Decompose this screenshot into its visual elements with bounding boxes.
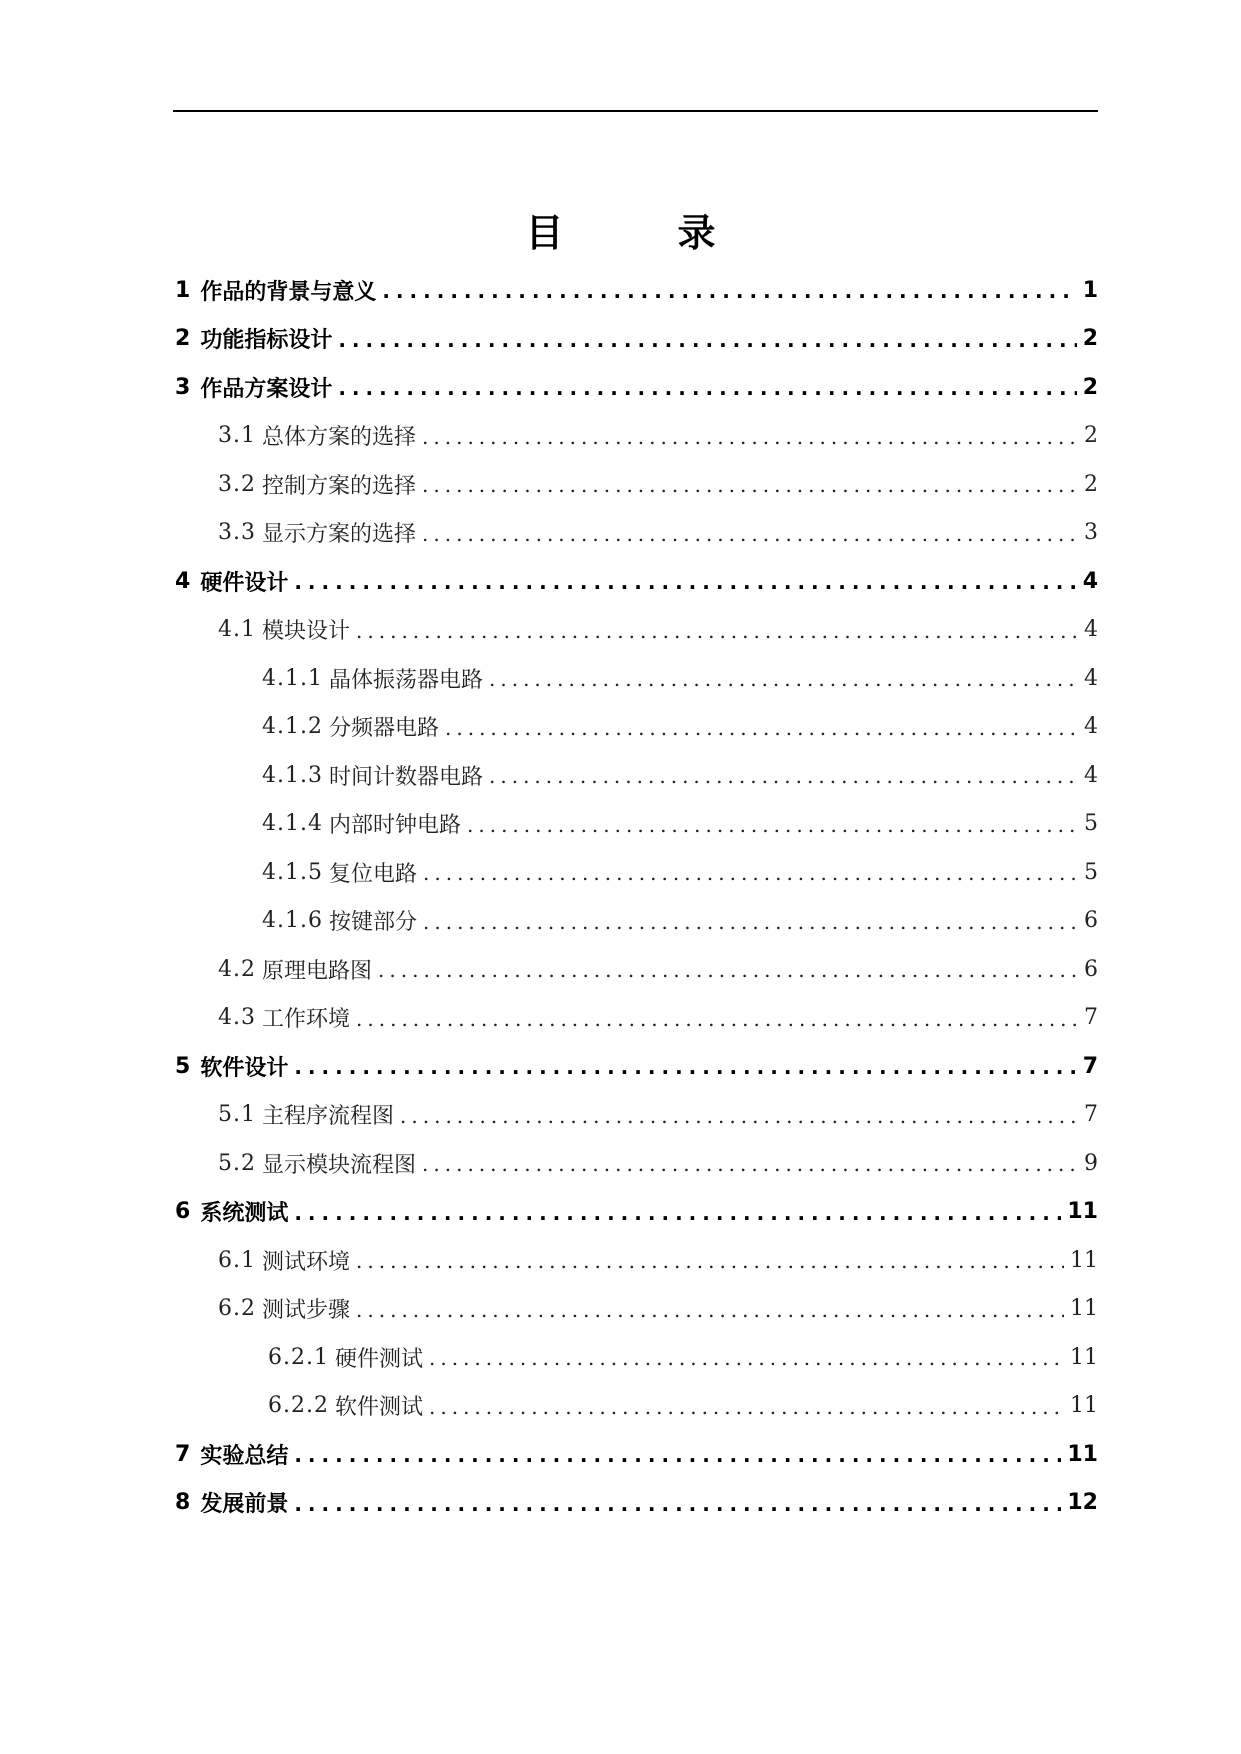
toc-entry[interactable] bbox=[0, 509, 1241, 558]
entry-title: 时间计数器电路 bbox=[328, 764, 483, 790]
toc-entry[interactable] bbox=[0, 751, 1241, 800]
dot-leader bbox=[356, 619, 1078, 643]
dot-leader bbox=[489, 764, 1078, 788]
entry-title: 测试环境 bbox=[262, 1249, 351, 1275]
header-rule bbox=[173, 110, 1098, 112]
entry-page-number: 7 bbox=[1084, 1102, 1098, 1128]
entry-page-number: 4 bbox=[1082, 568, 1098, 594]
dot-leader bbox=[423, 861, 1078, 885]
entry-title: 显示方案的选择 bbox=[262, 522, 417, 548]
toc-entry[interactable] bbox=[0, 1382, 1241, 1431]
entry-page-number: 2 bbox=[1084, 471, 1098, 497]
dot-leader bbox=[378, 958, 1078, 982]
entry-number: 4.1.4 bbox=[262, 811, 323, 837]
toc-entry[interactable] bbox=[0, 897, 1241, 946]
entry-title: 发展前景 bbox=[200, 1492, 289, 1518]
dot-leader bbox=[294, 1055, 1076, 1079]
entry-title: 晶体振荡器电路 bbox=[328, 667, 483, 693]
entry-number: 6.2.2 bbox=[268, 1393, 329, 1419]
dot-leader bbox=[356, 1007, 1078, 1031]
entry-page-number: 2 bbox=[1082, 374, 1098, 400]
entry-title: 实验总结 bbox=[200, 1443, 289, 1469]
entry-page-number: 11 bbox=[1070, 1393, 1098, 1419]
dot-leader bbox=[338, 328, 1076, 352]
entry-title: 作品方案设计 bbox=[200, 376, 333, 402]
entry-title: 模块设计 bbox=[262, 619, 351, 645]
toc-entry[interactable] bbox=[0, 1042, 1241, 1091]
dot-leader bbox=[400, 1104, 1078, 1128]
entry-page-number: 5 bbox=[1084, 859, 1098, 885]
entry-page-number: 11 bbox=[1070, 1296, 1098, 1322]
dot-leader bbox=[382, 279, 1076, 303]
entry-title: 内部时钟电路 bbox=[328, 813, 461, 839]
entry-number: 4 bbox=[175, 568, 191, 594]
dot-leader bbox=[423, 910, 1078, 934]
entry-number: 3.2 bbox=[218, 471, 256, 497]
toc-entry[interactable] bbox=[0, 848, 1241, 897]
entry-number: 3.1 bbox=[218, 423, 256, 449]
toc-title: 目 录 bbox=[525, 211, 754, 255]
entry-number: 4.1.3 bbox=[262, 762, 323, 788]
dot-leader bbox=[422, 473, 1078, 497]
entry-page-number: 11 bbox=[1067, 1441, 1098, 1467]
toc-entry[interactable] bbox=[0, 1285, 1241, 1334]
entry-page-number: 6 bbox=[1084, 956, 1098, 982]
dot-leader bbox=[429, 1395, 1064, 1419]
dot-leader bbox=[356, 1249, 1064, 1273]
entry-title: 控制方案的选择 bbox=[262, 473, 417, 499]
entry-page-number: 7 bbox=[1082, 1053, 1098, 1079]
toc-entry[interactable] bbox=[0, 1430, 1241, 1479]
toc-entry[interactable] bbox=[0, 315, 1241, 364]
entry-number: 4.3 bbox=[218, 1005, 256, 1031]
entry-page-number: 2 bbox=[1082, 326, 1098, 352]
entry-number: 3.3 bbox=[218, 520, 256, 546]
entry-number: 1 bbox=[175, 277, 191, 303]
entry-title: 工作环境 bbox=[262, 1007, 351, 1033]
dot-leader bbox=[429, 1346, 1064, 1370]
toc-entry[interactable] bbox=[0, 1333, 1241, 1382]
entry-number: 4.1.1 bbox=[262, 665, 323, 691]
toc-entry[interactable] bbox=[0, 1139, 1241, 1188]
entry-number: 5.2 bbox=[218, 1150, 256, 1176]
dot-leader bbox=[422, 425, 1078, 449]
toc-entry[interactable] bbox=[0, 557, 1241, 606]
toc-entry[interactable] bbox=[0, 945, 1241, 994]
entry-title: 显示模块流程图 bbox=[262, 1152, 417, 1178]
entry-title: 总体方案的选择 bbox=[262, 425, 417, 451]
entry-page-number: 12 bbox=[1067, 1490, 1098, 1516]
entry-number: 6.2.1 bbox=[268, 1344, 329, 1370]
toc-entry[interactable] bbox=[0, 266, 1241, 315]
toc-entry[interactable] bbox=[0, 363, 1241, 412]
toc-entry[interactable] bbox=[0, 800, 1241, 849]
entry-title: 硬件测试 bbox=[334, 1346, 423, 1372]
entry-number: 6.2 bbox=[218, 1296, 256, 1322]
toc-entry[interactable] bbox=[0, 460, 1241, 509]
entry-number: 6 bbox=[175, 1199, 191, 1225]
entry-title: 复位电路 bbox=[328, 861, 417, 887]
entry-title: 软件设计 bbox=[200, 1055, 289, 1081]
entry-title: 测试步骤 bbox=[262, 1298, 351, 1324]
entry-title: 软件测试 bbox=[334, 1395, 423, 1421]
dot-leader bbox=[294, 570, 1076, 594]
entry-title: 主程序流程图 bbox=[262, 1104, 395, 1130]
entry-page-number: 4 bbox=[1084, 617, 1098, 643]
toc-entry[interactable] bbox=[0, 654, 1241, 703]
entry-number: 5 bbox=[175, 1053, 191, 1079]
entry-page-number: 4 bbox=[1084, 714, 1098, 740]
entry-title: 硬件设计 bbox=[200, 570, 289, 596]
entry-number: 2 bbox=[175, 326, 191, 352]
entry-page-number: 1 bbox=[1082, 277, 1098, 303]
entry-page-number: 6 bbox=[1084, 908, 1098, 934]
entry-number: 4.1.5 bbox=[262, 859, 323, 885]
entry-title: 原理电路图 bbox=[262, 958, 373, 984]
dot-leader bbox=[422, 522, 1078, 546]
entry-page-number: 7 bbox=[1084, 1005, 1098, 1031]
entry-title: 功能指标设计 bbox=[200, 328, 333, 354]
entry-page-number: 3 bbox=[1084, 520, 1098, 546]
entry-number: 4.2 bbox=[218, 956, 256, 982]
toc-entry[interactable] bbox=[0, 1091, 1241, 1140]
toc-entry[interactable] bbox=[0, 703, 1241, 752]
toc-entry[interactable] bbox=[0, 1236, 1241, 1285]
entry-number: 7 bbox=[175, 1441, 191, 1467]
entry-number: 8 bbox=[175, 1490, 191, 1516]
entry-page-number: 4 bbox=[1084, 762, 1098, 788]
entry-title: 作品的背景与意义 bbox=[200, 279, 377, 305]
entry-number: 3 bbox=[175, 374, 191, 400]
entry-number: 4.1.2 bbox=[262, 714, 323, 740]
entry-page-number: 11 bbox=[1070, 1344, 1098, 1370]
dot-leader bbox=[422, 1152, 1078, 1176]
entry-page-number: 9 bbox=[1084, 1150, 1098, 1176]
entry-title: 分频器电路 bbox=[328, 716, 439, 742]
dot-leader bbox=[338, 376, 1076, 400]
entry-number: 4.1.6 bbox=[262, 908, 323, 934]
entry-title: 按键部分 bbox=[328, 910, 417, 936]
entry-number: 4.1 bbox=[218, 617, 256, 643]
entry-page-number: 4 bbox=[1084, 665, 1098, 691]
toc-list bbox=[0, 266, 1241, 1527]
toc-entry[interactable] bbox=[0, 606, 1241, 655]
dot-leader bbox=[294, 1201, 1061, 1225]
entry-number: 5.1 bbox=[218, 1102, 256, 1128]
entry-page-number: 11 bbox=[1067, 1199, 1098, 1225]
toc-entry[interactable] bbox=[0, 994, 1241, 1043]
entry-page-number: 11 bbox=[1070, 1247, 1098, 1273]
dot-leader bbox=[467, 813, 1078, 837]
toc-entry[interactable] bbox=[0, 1479, 1241, 1528]
dot-leader bbox=[489, 667, 1078, 691]
entry-page-number: 2 bbox=[1084, 423, 1098, 449]
entry-title: 系统测试 bbox=[200, 1201, 289, 1227]
dot-leader bbox=[356, 1298, 1064, 1322]
dot-leader bbox=[294, 1443, 1061, 1467]
dot-leader bbox=[445, 716, 1078, 740]
entry-page-number: 5 bbox=[1084, 811, 1098, 837]
toc-entry[interactable] bbox=[0, 1188, 1241, 1237]
entry-number: 6.1 bbox=[218, 1247, 256, 1273]
toc-entry[interactable] bbox=[0, 412, 1241, 461]
dot-leader bbox=[294, 1492, 1061, 1516]
